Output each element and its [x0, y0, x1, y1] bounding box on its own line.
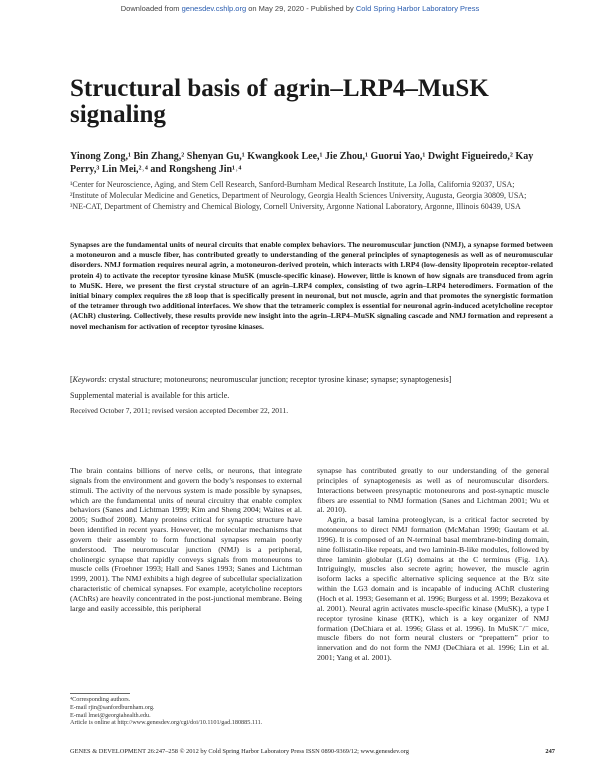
keywords-label: Keywords [72, 375, 105, 384]
supplemental-note: Supplemental material is available for this article. [70, 391, 230, 400]
article-doi[interactable]: Article is online at http://www.genesdev.org/cgi/doi/10.1101/gad.180885.111. [70, 719, 263, 727]
genesdev-link[interactable]: genesdev.cshlp.org [181, 4, 247, 13]
download-prefix: Downloaded from [120, 4, 180, 13]
body-paragraph: Agrin, a basal lamina proteoglycan, is a critical factor secreted by motoneurons to direct NMJ formation (McMahan 1990; Gautam et al. 1996). It is composed of an N-terminal basal membrane-binding domain, nine follistatin-like repeats, and two laminin-B-like modules, followed by three laminin globular (LG) domains at the C terminus (Fig. 1A). Intriguingly, muscles also secrete agrin; however, the muscle agrin isoform lacks a specific alternative splicing sequence at the B/z site within the LG3 domain and is incapable of inducing AChR clustering (Hoch et al. 1993; Gesemann et al. 1996; Burgess et al. 1999; Bezakova et al. 2001). Neural agrin activates muscle-specific kinase (MuSK), a type I receptor tyrosine kinase (RTK), which is a key organizer of NMJ formation (DeChiara et al. 1996; Glass et al. 1996). In MuSK⁻/⁻ mice, muscle fibers do not form neural clusters or “prepattern” prior to innervation and do not form the NMJ (DeChiara et al. 1996; Lin et al. 2001; Yang et al. 2001). [317, 515, 549, 663]
download-header [0, 4, 600, 13]
affiliations: ¹Center for Neuroscience, Aging, and Stem Cell Research, Sanford-Burnham Medical Research Institute, La Jolla, California 92037, USA; ²Institute of Molecular Medicine and Genetics, Department of Neurology, Georgia Health Sciences University, Augusta, Georgia 30809, USA; ³NE-CAT, Department of Chemistry and Chemical Biology, Cornell University, Argonne National Laboratory, Argonne, Illinois 60439, USA [70, 180, 527, 211]
email-lmei[interactable]: E-mail lmei@georgiahealth.edu. [70, 711, 151, 719]
journal-citation: GENES & DEVELOPMENT 26:247–258 © 2012 by Cold Spring Harbor Laboratory Press ISSN 0890-9369/12; www.genesdev.org [70, 748, 409, 755]
download-middle: on May 29, 2020 - Published by [248, 4, 354, 13]
abstract: Synapses are the fundamental units of neural circuits that enable complex behaviors. The neuromuscular junction (NMJ), a synapse formed between a motoneuron and a muscle fiber, has contributed greatly to understanding of the general principles of synaptogenesis as well as of neuromuscular disorders. NMJ formation requires neural agrin, a motoneuron-derived protein, which interacts with LRP4 (low-density lipoprotein receptor-related protein 4) to activate the receptor tyrosine kinase MuSK (muscle-specific kinase). However, little is known of how signals are transduced from agrin to MuSK. Here, we present the first crystal structure of an agrin–LRP4 complex, consisting of two agrin–LRP4 heterodimers. Formation of the initial binary complex requires the z8 loop that is specifically present in neuronal, but not muscle, agrin and that promotes the synergistic formation of the tetramer through two additional interfaces. We show that the tetrameric complex is essential for neuronal agrin-induced acetylcholine receptor (AChR) clustering. Collectively, these results provide new insight into the agrin–LRP4–MuSK signaling cascade and NMJ formation and represent a novel mechanism for activation of receptor tyrosine kinases. [70, 240, 553, 331]
email-rjin[interactable]: E-mail rjin@sanfordburnham.org. [70, 703, 155, 711]
keywords-text: : crystal structure; motoneurons; neuromuscular junction; receptor tyrosine kinase; synapse; synaptogenesis] [104, 375, 452, 384]
author-list: Yinong Zong,¹ Bin Zhang,² Shenyan Gu,¹ Kwangkook Lee,¹ Jie Zhou,¹ Guorui Yao,¹ Dwight Figueiredo,² Kay Perry,³ Lin Mei,²˒⁴ and Rongsheng Jin¹˒⁴ [70, 151, 534, 175]
page-number: 247 [545, 748, 555, 755]
corresponding-authors: ⁴Corresponding authors. [70, 696, 131, 703]
keywords: [Keywords: crystal structure; motoneurons; neuromuscular junction; receptor tyrosine kinase; synapse; synaptogenesis] [70, 375, 452, 384]
cshl-press-link[interactable]: Cold Spring Harbor Laboratory Press [355, 4, 480, 13]
footnotes [70, 696, 302, 727]
body-paragraph: synapse has contributed greatly to our understanding of the general principles of synaptogenesis as well as of neuromuscular disorders. Interactions between presynaptic motoneurons and post-synaptic muscle fibers are essential to NMJ formation (Sanes and Lichtman 2001; Wu et al. 2010). [317, 466, 549, 515]
article-title: Structural basis of agrin–LRP4–MuSK signaling [70, 75, 489, 128]
body-column-right [317, 466, 549, 663]
received-dates: Received October 7, 2011; revised version accepted December 22, 2011. [70, 406, 289, 415]
body-paragraph: The brain contains billions of nerve cells, or neurons, that integrate signals from the environment and govern the body’s responses to external stimuli. The activity of the nervous system is made possible by synapses, which are the fundamental units of neural circuitry that enable complex behaviors (Sanes and Lichtman 1999; Kim and Sheng 2004; Waites et al. 2005; Sudhof 2008). Many proteins critical for synaptic structure have been identified in recent years. However, the molecular mechanisms that govern their assembly to form functional synapses remain poorly understood. The neuromuscular junction (NMJ) is a peripheral, cholinergic synapse that rapidly conveys signals from motoneurons to muscle cells (Froehner 1993; Hall and Sanes 1993; Sanes and Lichtman 1999, 2001). The NMJ exhibits a high degree of subcellular specialization characteristic of chemical synapses. For example, acetylcholine receptors (AChRs) are heavily concentrated in the post-junctional membrane. Being large and easily accessible, this peripheral [70, 466, 302, 613]
footnote-divider [70, 693, 130, 694]
body-column-left [70, 466, 302, 614]
